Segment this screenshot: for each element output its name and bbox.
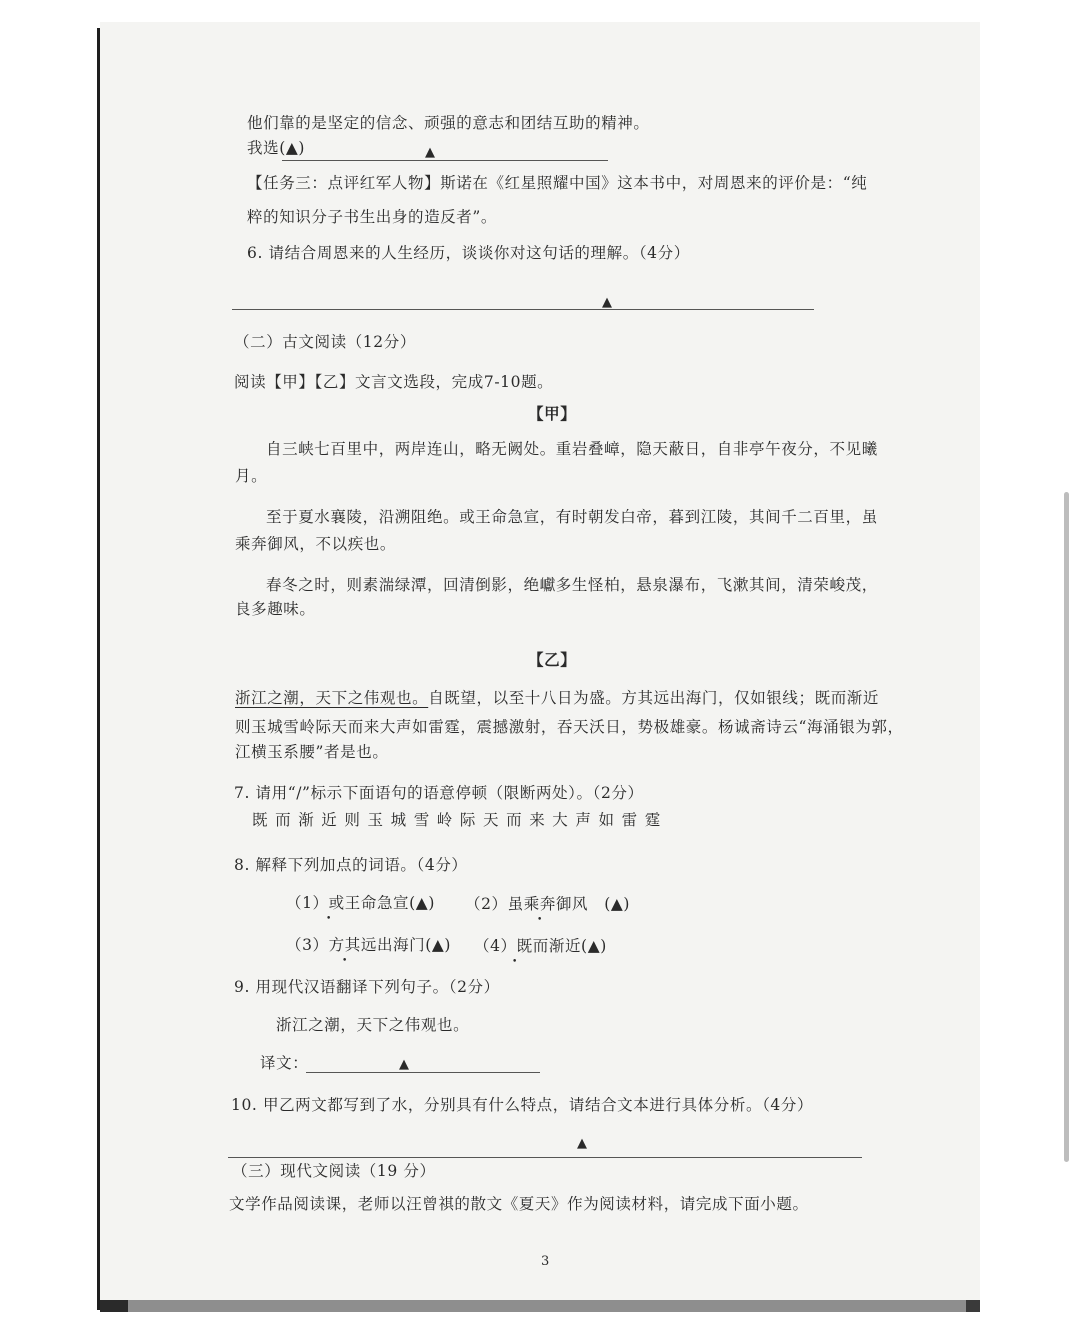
passage-yi-label: 【乙】 bbox=[528, 650, 577, 669]
pause-marking-sentence: 既而渐近则玉城雪岭际天而来大声如雷霆 bbox=[252, 811, 668, 829]
text-line: 他们靠的是坚定的信念、顽强的意志和团结互助的精神。 bbox=[247, 114, 650, 132]
question-7: 7. 请用“/”标示下面语句的语意停顿（限断两处）。（2分） bbox=[234, 784, 644, 802]
answer-mark-icon: ▲ bbox=[425, 145, 435, 160]
passage-jia-line: 月。 bbox=[235, 467, 268, 485]
question-8-item-3: （3）方其远出海门(▲) bbox=[286, 936, 452, 954]
passage-jia-label: 【甲】 bbox=[528, 404, 577, 423]
underlined-sentence: 浙江之潮，天下之伟观也。 bbox=[235, 689, 429, 707]
question-8-item-4: （4）既而渐近(▲) bbox=[474, 937, 607, 955]
passage-yi-text: 自既望，以至十八日为盛。方其远出海门，仅如银线；既而渐近 bbox=[428, 689, 880, 707]
passage-yi-line: 则玉城雪岭际天而来大声如雷霆，震撼激射，吞天沃日，势极雄豪。杨诚斋诗云“海涌银为郭， bbox=[235, 718, 904, 736]
passage-jia-line: 自三峡七百里中，两岸连山，略无阙处。重岩叠嶂，隐天蔽日，自非亭午夜分，不见曦 bbox=[266, 440, 878, 458]
passage-jia-line: 乘奔御风，不以疾也。 bbox=[235, 535, 397, 553]
answer-line bbox=[282, 160, 608, 161]
passage-yi-line bbox=[235, 689, 879, 708]
question-10: 10. 甲乙两文都写到了水，分别具有什么特点，请结合文本进行具体分析。（4分） bbox=[231, 1096, 814, 1114]
question-8-item-2: （2）虽乘奔御风 (▲) bbox=[465, 895, 631, 913]
answer-line bbox=[228, 1157, 862, 1158]
answer-mark-icon: ▲ bbox=[577, 1136, 587, 1151]
answer-mark-icon: ▲ bbox=[399, 1057, 409, 1072]
passage-jia-line: 春冬之时，则素湍绿潭，回清倒影，绝巘多生怪柏，悬泉瀑布，飞漱其间，清荣峻茂， bbox=[266, 576, 878, 594]
emphasis-dot-icon: • bbox=[537, 915, 543, 925]
question-8-item-1: （1）或王命急宣(▲) bbox=[286, 894, 435, 912]
paper-bottom-edge bbox=[100, 1300, 980, 1312]
paper-binding-edge bbox=[97, 28, 100, 1310]
translation-label: 译文： bbox=[260, 1054, 309, 1072]
passage-jia-line: 良多趣味。 bbox=[235, 600, 316, 618]
text-line: 粹的知识分子书生出身的造反者”。 bbox=[247, 208, 498, 226]
choice-prompt: 我选(▲) bbox=[247, 139, 306, 157]
page-number: 3 bbox=[541, 1254, 550, 1269]
passage-jia-line: 至于夏水襄陵，沿溯阻绝。或王命急宣，有时朝发白帝，暮到江陵，其间千二百里，虽 bbox=[266, 508, 878, 526]
reading-instructions: 阅读【甲】【乙】文言文选段，完成7-10题。 bbox=[234, 373, 554, 391]
passage-yi-line: 江横玉系腰”者是也。 bbox=[235, 743, 389, 761]
answer-mark-icon: ▲ bbox=[602, 295, 612, 310]
translation-sentence: 浙江之潮，天下之伟观也。 bbox=[276, 1016, 470, 1034]
question-6: 6. 请结合周恩来的人生经历，谈谈你对这句话的理解。（4分） bbox=[247, 244, 690, 262]
modern-reading-instructions: 文学作品阅读课，老师以汪曾祺的散文《夏天》作为阅读材料，请完成下面小题。 bbox=[229, 1195, 809, 1213]
section-modern-reading: （三）现代文阅读（19 分） bbox=[232, 1162, 436, 1180]
question-9: 9. 用现代汉语翻译下列句子。（2分） bbox=[234, 978, 500, 996]
emphasis-dot-icon: • bbox=[512, 957, 518, 967]
emphasis-dot-icon: • bbox=[342, 956, 348, 966]
section-ancient-reading: （二）古文阅读（12分） bbox=[234, 333, 416, 351]
answer-line bbox=[232, 309, 814, 310]
emphasis-dot-icon: • bbox=[326, 914, 332, 924]
scrollbar[interactable] bbox=[1064, 492, 1069, 1162]
question-8: 8. 解释下列加点的词语。（4分） bbox=[234, 856, 468, 874]
answer-line bbox=[306, 1072, 540, 1073]
task-three-heading: 【任务三：点评红军人物】斯诺在《红星照耀中国》这本书中，对周恩来的评价是：“纯 bbox=[247, 174, 868, 192]
